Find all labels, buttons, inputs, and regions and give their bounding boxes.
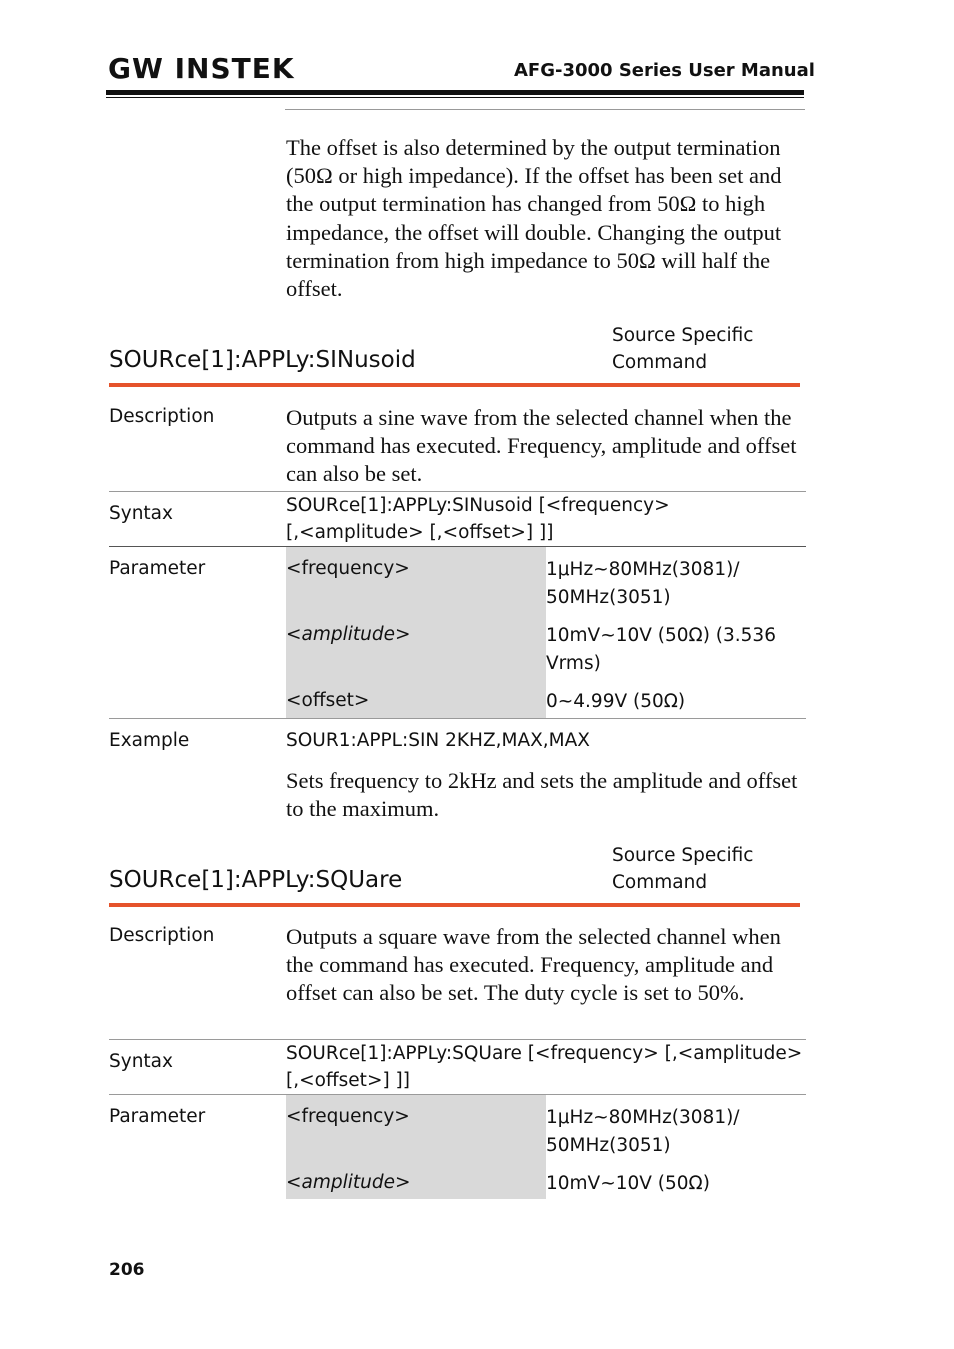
section-2-tag-line2: Command [612,872,708,893]
param-name-suffix: > [395,1172,411,1193]
param-name [286,558,410,579]
manual-title: AFG-3000 Series User Manual [514,60,815,81]
param-name-suffix: > [395,624,411,645]
page-number: 206 [109,1260,145,1280]
param-name [286,1106,410,1127]
param-value-line1: 1μHz~80MHz(3081)/ [546,1107,740,1128]
param-value-line2: 50MHz(3051) [546,587,671,608]
param-value-line2: Vrms) [546,653,601,674]
syntax-label: Syntax [109,503,173,524]
param-name-prefix: < [286,624,302,645]
syntax-text [286,1040,802,1094]
syntax-line-1: SOURce[1]:APPLy:SINusoid [<frequency> [286,495,670,516]
syntax-line-2: [,<amplitude> [,<offset>] ]] [286,522,554,543]
description-label: Description [109,406,215,427]
intro-paragraph: The offset is also determined by the output termination (50Ω or high impedance). If the offset has been set and the output termination has changed from 50Ω to high impedance, the offset will double. Changing the output termination from high impedance to 50Ω will half the offset. [286,135,782,302]
param-name-prefix: <frequency> [286,558,410,579]
description-text: Outputs a sine wave from the selected channel when the command has executed. Frequency, amplitude and offset can also be set. [286,405,797,487]
param-value [546,688,796,716]
param-value-line1: 10mV~10V (50Ω) [546,1173,710,1194]
parameter-label: Parameter [109,1106,206,1127]
syntax-line-2: [,<offset>] ]] [286,1070,410,1091]
description-label: Description [109,925,215,946]
section-1-tag-line2: Command [612,352,708,373]
description-text: Outputs a square wave from the selected channel when the command has executed. Frequency, amplitude and offset can also be set. The duty cycle is set to 50%. [286,924,781,1006]
syntax-label: Syntax [109,1051,173,1072]
example-command: SOUR1:APPL:SIN 2KHZ,MAX,MAX [286,730,590,751]
section-1-title: SOURce[1]:APPLy:SINusoid [109,347,416,373]
param-value-line2: 50MHz(3051) [546,1135,671,1156]
param-value [546,1170,796,1198]
example-text: Sets frequency to 2kHz and sets the amplitude and offset to the maximum. [286,768,798,822]
param-value-line1: 1μHz~80MHz(3081)/ [546,559,740,580]
section-2-tag-line1: Source Specific [612,845,754,866]
example-label: Example [109,730,190,751]
syntax-text [286,492,670,546]
param-value-line1: 0~4.99V (50Ω) [546,691,686,712]
param-name-prefix: <frequency> [286,1106,410,1127]
row-divider [109,718,806,719]
section-2-tag [612,842,753,896]
section-1-orange-rule [109,383,800,387]
param-value-line1: 10mV~10V (50Ω) (3.536 [546,625,776,646]
section-2-orange-rule [109,903,800,907]
param-name [286,1172,411,1193]
param-name-prefix: <offset> [286,690,370,711]
param-value [546,1104,796,1160]
param-value [546,556,796,612]
header-rule-thick [106,90,804,95]
section-1-tag [612,322,753,376]
param-name [286,624,411,645]
param-value [546,622,796,678]
header-rule-thin [106,97,804,98]
param-name-italic: amplitude [301,1172,396,1193]
param-name [286,690,369,711]
section-2-title: SOURce[1]:APPLy:SQUare [109,867,403,893]
table-top-rule [285,109,805,110]
section-1-tag-line1: Source Specific [612,325,754,346]
syntax-line-1: SOURce[1]:APPLy:SQUare [<frequency> [,<amplitude> [286,1043,803,1064]
brand-logo: GW INSTEK [108,52,295,85]
param-name-prefix: < [286,1172,302,1193]
param-name-italic: amplitude [301,624,396,645]
parameter-label: Parameter [109,558,206,579]
